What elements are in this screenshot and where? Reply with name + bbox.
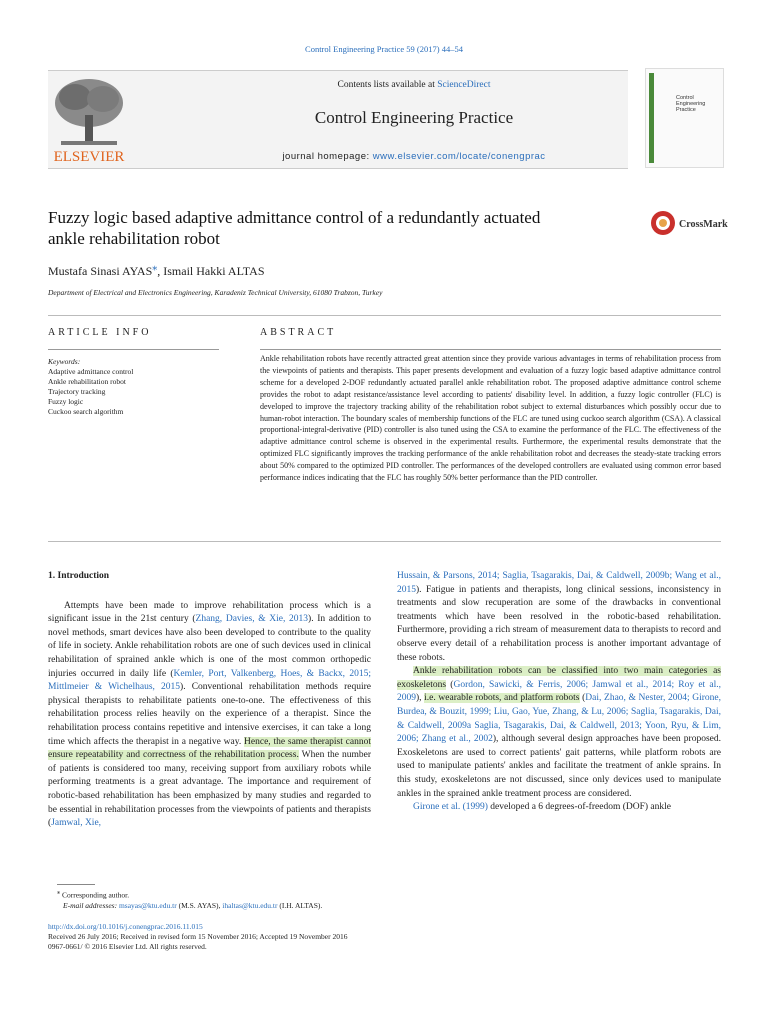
author-name[interactable]: Ismail Hakki ALTAS: [163, 264, 265, 278]
text-run: (M.S. AYAS),: [176, 900, 223, 910]
email-link[interactable]: ihaltas@ktu.edu.tr: [222, 900, 278, 910]
crossmark-button[interactable]: [650, 209, 745, 239]
body-paragraph: [397, 665, 721, 801]
citation-link[interactable]: Zhang, Davies, & Xie, 2013: [195, 614, 309, 625]
journal-cover-thumbnail: [645, 68, 724, 168]
cover-title-line: Practice: [676, 107, 696, 113]
citation-link[interactable]: Girone et al. (1999): [413, 802, 488, 813]
homepage-prefix: journal homepage:: [282, 151, 373, 162]
footnote-mark: ⁎: [57, 889, 61, 896]
article-title-line: Fuzzy logic based adaptive admittance control of a redundantly actuated: [48, 208, 541, 227]
crossmark-icon: [650, 209, 676, 239]
citation-link[interactable]: Dai, Zhao, & Nester, 2004; Girone, Burdea, & Bouzit, 1999; Liu, Gao, Yue, Zhang, & Lu, 2006; Saglia, Tsagarakis, Dai, & Caldwell, 2009a Saglia, Tsagarakis, Dai, & Caldwell, 2013; Yoon, Ryu, & Lim, 2006; Zhang et al., 2002: [397, 693, 721, 745]
text-run: (: [446, 679, 454, 690]
footnote-rule: [57, 884, 95, 885]
article-info-rule: [48, 349, 219, 350]
crossmark-label: CrossMark: [679, 219, 728, 230]
cover-title-line: Engineering: [676, 101, 706, 107]
keyword: Cuckoo search algorithm: [48, 407, 124, 416]
publication-info: [48, 922, 718, 952]
cover-spine-bar: [649, 73, 654, 163]
citation-link[interactable]: Hussain, & Parsons, 2014; Saglia, Tsagarakis, Dai, & Caldwell, 2009b; Wang et al., 2015: [397, 571, 721, 595]
svg-text:ELSEVIER: ELSEVIER: [53, 149, 125, 165]
cover-title-line: Control: [676, 95, 694, 101]
article-info-heading: ARTICLE INFO: [48, 327, 152, 338]
text-run: ), although several design approaches have been proposed. Exoskeletons are used to correct patients' gait patterns, while platform robots are used to manipulate patients' ankles and facilitate the treatment of ankle sprains. In this study, exoskeletons are not discussed, since only devices used to manipulate ankles in the sprained ankle treatment process are considered.: [397, 734, 721, 799]
text-run: Attempts have been made to improve rehabilitation process which is a significant issue in the 21st century (: [48, 600, 371, 625]
sciencedirect-link[interactable]: ScienceDirect: [437, 80, 491, 90]
keyword: Fuzzy logic: [48, 397, 84, 406]
text-run: (I.H. ALTAS).: [277, 900, 323, 910]
section-heading: 1. Introduction: [48, 571, 110, 581]
text-run: ),: [416, 693, 425, 704]
journal-homepage-link[interactable]: www.elsevier.com/locate/conengprac: [372, 151, 546, 162]
footnotes: [57, 888, 717, 911]
keyword: Adaptive admittance control: [48, 367, 134, 376]
copyright: 0967-0661/ © 2016 Elsevier Ltd. All rights reserved.: [48, 942, 207, 951]
text-run: When the number of patients is considered too many, receiving support from auxiliary robots while performing treatments is a great advantage. The importance and requirement of robotic-based rehabilitation has been emphasized by many studies and regarded to be essential in rehabilitation processes from the viewpoints of patients and therapists (: [48, 750, 371, 829]
highlighted-text: i.e. wearable robots, and platform robots: [424, 693, 580, 704]
body-paragraph: [48, 600, 371, 831]
abstract-heading: ABSTRACT: [260, 327, 337, 338]
body-right-column: [397, 570, 721, 815]
email-label: E-mail addresses:: [63, 900, 119, 910]
author-separator: ,: [157, 264, 164, 278]
text-run: ). Fatigue in patients and therapists, long clinical sessions, inconsistency in treatments and slow recuperation are some of the drawbacks in conventional treatments which have been resolved in the robotic-based rehabilitation. Furthermore, providing a rich stream of measurement data to therapists to record and observe every detail of a rehabilitation process is another important advantage of these robots.: [397, 584, 721, 663]
highlighted-text: Ankle rehabilitation robots can be classified into two main categories as exoskeletons: [397, 666, 721, 690]
doi-link[interactable]: http://dx.doi.org/10.1016/j.conengprac.2016.11.015: [48, 922, 203, 931]
citation-link[interactable]: Gordon, Sawicki, & Ferris, 2006; Jamwal et al., 2014; Roy et al., 2009: [397, 679, 721, 704]
citation-link[interactable]: Jamwal, Xie,: [51, 818, 102, 829]
journal-title: Control Engineering Practice: [314, 108, 514, 127]
keywords-label: Keywords:: [48, 357, 81, 366]
body-left-column: [48, 570, 371, 831]
author-name[interactable]: Mustafa Sinasi AYAS: [48, 264, 153, 278]
section-divider: [48, 541, 721, 542]
body-paragraph: [397, 570, 721, 665]
text-run: (: [579, 693, 586, 704]
keywords-list: [48, 367, 133, 417]
article-title: [48, 207, 618, 249]
text-run: ). In addition to novel methods, smart devices have also been developed to contribute to the quality of life in society. Ankle rehabilitation robots are one of such devices used in clinical rehabilitation of sprained ankle which is one of the most common orthopedic injuries occurred in daily life (: [48, 614, 371, 679]
text-run: Corresponding author.: [60, 890, 130, 900]
abstract-text: Ankle rehabilitation robots have recently attracted great attention since they provide various advantages in terms of rehabilitation process from the viewpoints of patients and therapists. This paper presents development and evaluation of a fuzzy logic based adaptive admittance control scheme for a developed 2-DOF redundantly actuated parallel ankle rehabilitation robot. The proposed adaptive admittance control scheme provides the robot to adapt resistance/assistance level according to patients' disability level. In addition, a fuzzy logic controller (FLC) is developed to improve the trajectory tracking ability of the rehabilitation robot subject to external disturbances which possibly occur due to human-robot interaction. The boundary scales of membership functions of the FLC are tuned using cuckoo search algorithm (CSA). A classical proportional-integral-derivative (PID) controller is also tuned using the CSA to examine the performance of the FLC. The effectiveness of the adaptive admittance control scheme is observed in the experimental results. Furthermore, the experimental results demonstrate that the optimized FLC significantly improves the tracking performance of the ankle rehabilitation robot and decreases the steady-state tracking errors about 50% compared to the optimized PID controller. The performances of the developed controllers are evaluated using common error based performance indices indicating that the FLC has roughly 50% better performance than the PID controller.: [260, 354, 721, 483]
highlighted-text: Hence, the same therapist cannot ensure repeatability and correctness of the rehabilitation process.: [48, 736, 372, 761]
received-dates: Received 26 July 2016; Received in revised form 15 November 2016; Accepted 19 November 2016: [48, 932, 348, 941]
affiliation: Department of Electrical and Electronics Engineering, Karadeniz Technical University, 61080 Trabzon, Turkey: [48, 288, 383, 297]
author-line: [48, 262, 265, 279]
email-note: [57, 901, 717, 911]
text-run: ). Conventional rehabilitation methods require physical therapists to rehabilitate patients one-to-one. The effectiveness of this rehabilitation process relies heavily on the experience of a therapist. Since the rehabilitation process contains repetitive and intensive exercises, it can take a long time which affects the therapist in a negative way.: [48, 682, 371, 747]
corresponding-author-note: [57, 888, 717, 901]
text-run: developed a 6 degrees-of-freedom (DOF) ankle: [487, 802, 671, 813]
article-title-line: ankle rehabilitation robot: [48, 229, 220, 248]
cover-title: [676, 95, 705, 113]
body-paragraph: [397, 801, 721, 815]
contents-prefix: Contents lists available at: [337, 80, 438, 90]
journal-reference-link[interactable]: Control Engineering Practice 59 (2017) 44–54: [305, 44, 463, 54]
citation-link[interactable]: Kemler, Port, Valkenberg, Hoes, & Backx, 2015; Mittlmeier & Wichelhaus, 2015: [48, 668, 371, 693]
keyword: Trajectory tracking: [48, 387, 106, 396]
abstract-rule: [260, 349, 721, 350]
section-divider: [48, 315, 721, 316]
email-link[interactable]: msayas@ktu.edu.tr: [118, 900, 177, 910]
keyword: Ankle rehabilitation robot: [48, 377, 126, 386]
corresponding-author-mark[interactable]: ⁎: [152, 262, 158, 273]
